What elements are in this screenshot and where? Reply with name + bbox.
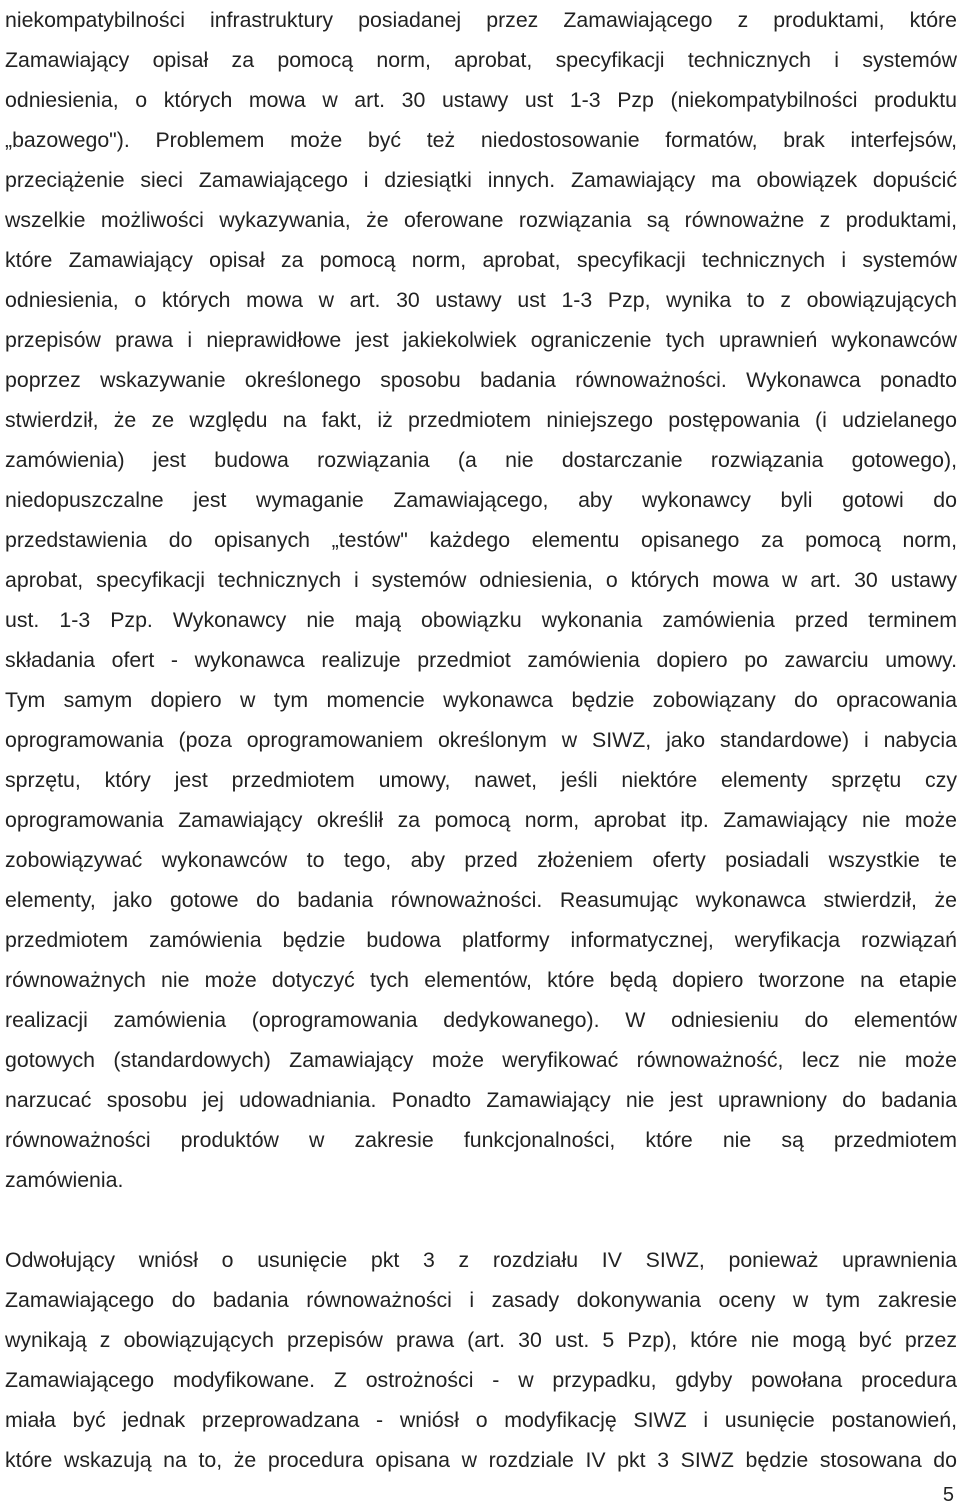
text-line: Tym samym dopiero w tym momencie wykonawca będzie zobowiązany do opracowania	[5, 688, 957, 712]
text-line: przeciążenie sieci Zamawiającego i dziesiątki innych. Zamawiający ma obowiązek dopuścić	[5, 168, 957, 192]
text-line: oprogramowania (poza oprogramowaniem określonym w SIWZ, jako standardowe) i nabycia	[5, 728, 957, 752]
text-line: sprzętu, który jest przedmiotem umowy, nawet, jeśli niektóre elementy sprzętu czy	[5, 768, 957, 792]
text-line: aprobat, specyfikacji technicznych i systemów odniesienia, o których mowa w art. 30 ustawy	[5, 568, 957, 592]
text-line: składania ofert - wykonawca realizuje przedmiot zamówienia dopiero po zawarciu umowy.	[5, 648, 957, 672]
text-line: niedopuszczalne jest wymaganie Zamawiającego, aby wykonawcy byli gotowi do	[5, 488, 957, 512]
text-line: zamówienia) jest budowa rozwiązania (a nie dostarczanie rozwiązania gotowego),	[5, 448, 957, 472]
page-number: 5	[942, 1484, 954, 1506]
text-line: które wskazują na to, że procedura opisana w rozdziale IV pkt 3 SIWZ będzie stosowana do	[5, 1448, 957, 1472]
text-line: przepisów prawa i nieprawidłowe jest jakiekolwiek ograniczenie tych uprawnień wykonawców	[5, 328, 957, 352]
text-line: przedstawienia do opisanych „testów" każdego elementu opisanego za pomocą norm,	[5, 528, 957, 552]
text-line: oprogramowania Zamawiający określił za pomocą norm, aprobat itp. Zamawiający nie może	[5, 808, 957, 832]
text-line: narzucać sposobu jej udowadniania. Ponadto Zamawiający nie jest uprawniony do badania	[5, 1088, 957, 1112]
text-line: Odwołujący wniósł o usunięcie pkt 3 z rozdziału IV SIWZ, ponieważ uprawnienia	[5, 1248, 957, 1272]
text-line: Zamawiającego modyfikowane. Z ostrożności - w przypadku, gdyby powołana procedura	[5, 1368, 957, 1392]
text-line: wszelkie możliwości wykazywania, że oferowane rozwiązania są równoważne z produktami,	[5, 208, 957, 232]
text-line: ust. 1-3 Pzp. Wykonawcy nie mają obowiązku wykonania zamówienia przed terminem	[5, 608, 957, 632]
text-line: przedmiotem zamówienia będzie budowa platformy informatycznej, weryfikacja rozwiązań	[5, 928, 957, 952]
text-line: elementy, jako gotowe do badania równoważności. Reasumując wykonawca stwierdził, że	[5, 888, 957, 912]
text-line: gotowych (standardowych) Zamawiający może weryfikować równoważność, lecz nie może	[5, 1048, 957, 1072]
text-line: odniesienia, o których mowa w art. 30 ustawy ust 1-3 Pzp (niekompatybilności produktu	[5, 88, 957, 112]
text-line: Zamawiający opisał za pomocą norm, aprobat, specyfikacji technicznych i systemów	[5, 48, 957, 72]
text-line-last: zamówienia.	[5, 1168, 124, 1192]
text-line: zobowiązywać wykonawców to tego, aby przed złożeniem oferty posiadali wszystkie te	[5, 848, 957, 872]
text-line: poprzez wskazywanie określonego sposobu badania równoważności. Wykonawca ponadto	[5, 368, 957, 392]
text-line: równoważnych nie może dotyczyć tych elementów, które będą dopiero tworzone na etapie	[5, 968, 957, 992]
text-line: równoważności produktów w zakresie funkcjonalności, które nie są przedmiotem	[5, 1128, 957, 1152]
text-line: realizacji zamówienia (oprogramowania dedykowanego). W odniesieniu do elementów	[5, 1008, 957, 1032]
paragraph-1	[5, 0, 957, 1200]
text-line: Zamawiającego do badania równoważności i zasady dokonywania oceny w tym zakresie	[5, 1288, 957, 1312]
text-line: wynikają z obowiązujących przepisów prawa (art. 30 ust. 5 Pzp), które nie mogą być przez	[5, 1328, 957, 1352]
document-page	[5, 0, 957, 1480]
text-line: niekompatybilności infrastruktury posiadanej przez Zamawiającego z produktami, które	[5, 8, 957, 32]
text-line: miała być jednak przeprowadzana - wniósł o modyfikację SIWZ i usunięcie postanowień,	[5, 1408, 957, 1432]
text-line: stwierdził, że ze względu na fakt, iż przedmiotem niniejszego postępowania (i udzielanego	[5, 408, 957, 432]
paragraph-2	[5, 1240, 957, 1480]
text-line: odniesienia, o których mowa w art. 30 ustawy ust 1-3 Pzp, wynika to z obowiązujących	[5, 288, 957, 312]
text-line: które Zamawiający opisał za pomocą norm, aprobat, specyfikacji technicznych i systemów	[5, 248, 957, 272]
paragraph-gap	[5, 1200, 957, 1240]
text-line: „bazowego"). Problemem może być też niedostosowanie formatów, brak interfejsów,	[5, 128, 957, 152]
